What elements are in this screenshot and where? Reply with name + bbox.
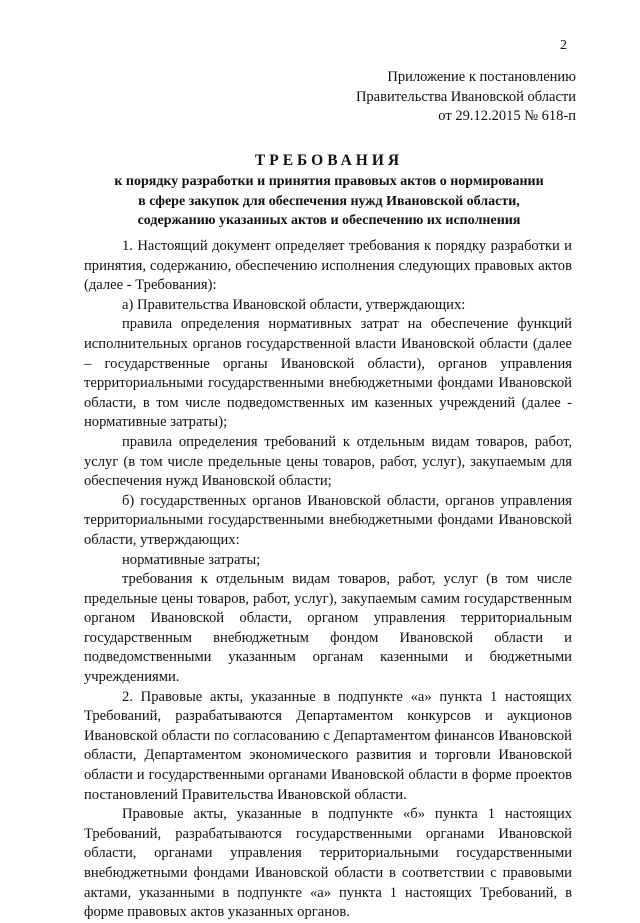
paragraph-4: правила определения требований к отдельным видам товаров, работ, услуг (в том числе предельные цены товаров, работ, услуг), закупаемым для обеспечения нужд Ивановской области; [84,433,572,490]
title-sub-line-3: содержанию указанных актов и обеспечению их исполнения [137,213,521,228]
paragraph-9: Правовые акты, указанные в подпункте «б» пункта 1 настоящих Требований, разрабатываются государственными органами Ивановской области, органами управления территориальными государственными внебюджетными фондами Ивановской области в соответствии с правовыми актами, указанными в подпункте «а» пункта 1 настоящих Требований, в форме правовых актов указанных органов. [84,806,572,921]
paragraph-1: 1. Настоящий документ определяет требования к порядку разработки и принятия, содержанию, обеспечению исполнения следующих правовых актов (далее - Требования): [84,238,572,294]
title-sub-line-2: в сфере закупок для обеспечения нужд Ивановской области, [138,193,520,209]
paragraph-5: б) государственных органов Ивановской области, органов управления территориальными государственными внебюджетными фондами Ивановской области, утверждающих: [84,492,572,548]
appendix-line-2: Правительства Ивановской области [355,88,576,105]
paragraph-6: нормативные затраты; [122,551,261,568]
document-title [84,150,574,231]
appendix-line-3: от 29.12.2015 № 618-п [438,108,576,124]
title-main: ТРЕБОВАНИЯ [254,152,404,169]
paragraph-3: правила определения нормативных затрат на обеспечение функций исполнительных органов государственной власти Ивановской области (далее – государственные органы Ивановской области), органов управления территориальными государственными внебюджетными фондами Ивановской области, в том числе подведомственных им казенных учреждений (далее - нормативные затраты); [84,316,572,431]
page-number: 2 [560,38,567,53]
appendix-line-1: Приложение к постановлению [387,69,576,85]
paragraph-2: а) Правительства Ивановской области, утверждающих: [122,296,466,313]
appendix-reference [356,68,576,127]
title-sub-line-1: к порядку разработки и принятия правовых актов о нормировании [114,174,544,189]
paragraph-8: 2. Правовые акты, указанные в подпункте «а» пункта 1 настоящих Требований, разрабатываются Департаментом конкурсов и аукционов Ивановской области по согласованию с Департаментом финансов Ивановской области, Департаментом экономического развития и торговли Ивановской области и государственными органами Ивановской области в форме проектов постановлений Правительства Ивановской области. [84,688,572,803]
paragraph-7: требования к отдельным видам товаров, работ, услуг (в том числе предельные цены товаров, работ, услуг), закупаемым самим государственным органом Ивановской области, органом управления территориальным государственным внебюджетным фондом Ивановской области и подведомственными указанным органам казенными и бюджетными учреждениями. [84,571,572,686]
document-body [84,237,572,923]
